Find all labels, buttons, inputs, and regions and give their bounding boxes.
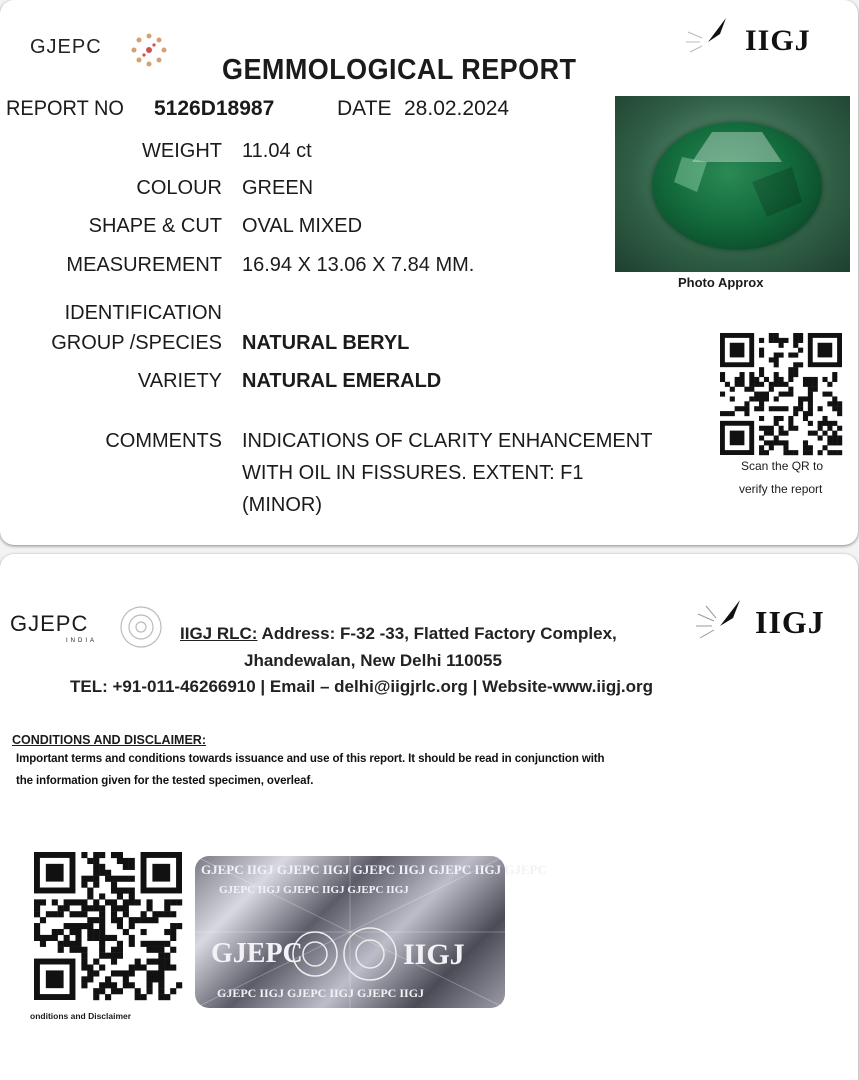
iigj-logo-back: IIGJ [755,604,825,640]
comments-line-3: (MINOR) [242,494,322,516]
conditions-heading: CONDITIONS AND DISCLAIMER: [12,733,206,747]
measurement-value: 16.94 X 13.06 X 7.84 MM. [242,254,475,276]
hologram-iigj: IIGJ [403,938,465,971]
hologram-text-top: GJEPC IIGJ GJEPC IIGJ GJEPC IIGJ GJEPC IIGJ GJEPC [201,862,547,877]
conditions-line-2: the information given for the tested specimen, overleaf. [16,775,314,787]
gjepc-logo-back: GJEPC [10,611,89,636]
conditions-qr-code[interactable] [34,852,182,1000]
iigj-emblem-back-icon [690,594,756,648]
verification-qr-code[interactable] [720,333,842,455]
hologram-gjepc: GJEPC [211,938,303,969]
shape-label: SHAPE & CUT [88,215,222,237]
security-hologram [195,856,547,1008]
report-number: 5126D18987 [154,97,275,120]
iigj-logo: IIGJ [745,24,811,57]
report-date: 28.02.2024 [404,97,510,120]
measurement-label: MEASUREMENT [66,254,222,276]
colour-label: COLOUR [136,177,222,199]
conditions-line-1: Important terms and conditions towards issuance and use of this report. It should be read in conjunction with [16,753,605,765]
report-back-card [0,554,858,1080]
variety-label: VARIETY [137,370,222,392]
comments-label: COMMENTS [105,430,222,452]
weight-label: WEIGHT [142,140,222,162]
contact-line: TEL: +91-011-46266910 | Email – delhi@iigjrlc.org | Website-www.iigj.org [70,677,654,696]
address-line-2: Jhandewalan, New Delhi 110055 [244,651,502,670]
group-label: GROUP /SPECIES [51,332,222,354]
variety-value: NATURAL EMERALD [242,370,442,392]
qr-caption-line-2: verify the report [739,482,823,496]
gjepc-emblem-icon [124,28,174,76]
gjepc-emblem-back-icon [114,600,168,654]
qr-caption-back: onditions and Disclaimer [30,1011,132,1021]
report-no-label: REPORT NO [6,97,124,120]
hologram-text-bottom: GJEPC IIGJ GJEPC IIGJ GJEPC IIGJ [217,986,425,1000]
group-value: NATURAL BERYL [242,332,410,354]
gjepc-sub: INDIA [66,638,98,644]
gjepc-logo: GJEPC [30,36,102,58]
qr-caption-line-1: Scan the QR to [741,459,824,473]
identification-label: IDENTIFICATION [64,302,222,324]
shape-value: OVAL MIXED [242,215,363,237]
report-title: GEMMOLOGICAL REPORT [222,54,577,86]
comments-line-2: WITH OIL IN FISSURES. EXTENT: F1 [242,462,584,484]
address-line-1: Address: F-32 -33, Flatted Factory Complex, [257,624,617,643]
iigj-emblem-icon [678,12,748,62]
photo-caption: Photo Approx [678,275,764,290]
date-label: DATE [337,97,392,120]
weight-value: 11.04 ct [242,140,312,162]
colour-value: GREEN [242,177,314,199]
gem-facet-icon [652,122,822,250]
address-prefix: IIGJ RLC: [180,624,258,643]
comments-line-1: INDICATIONS OF CLARITY ENHANCEMENT [242,430,653,452]
hologram-text-mid: GJEPC IIGJ GJEPC IIGJ GJEPC IIGJ [219,884,409,896]
